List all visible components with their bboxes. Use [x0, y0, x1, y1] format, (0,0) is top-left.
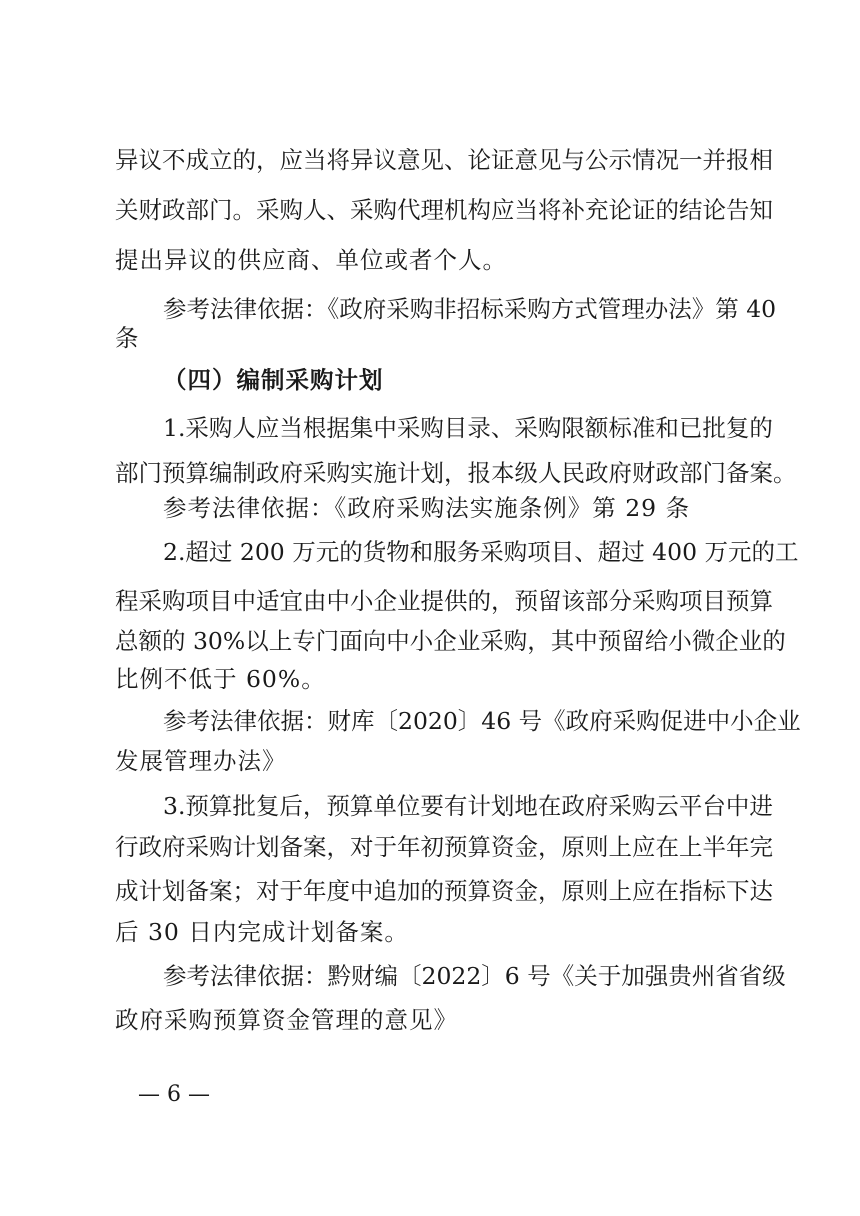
- page-number: — 6 —: [138, 1082, 210, 1107]
- legal-basis-line: 参考法律依据：《政府采购非招标采购方式管理办法》第 40: [163, 295, 777, 323]
- paragraph-line: 成计划备案；对于年度中追加的预算资金，原则上应在指标下达: [115, 877, 773, 905]
- paragraph-line: 提出异议的供应商、单位或者个人。: [115, 246, 507, 274]
- legal-basis-line: 参考法律依据：财库〔2020〕46 号《政府采购促进中小企业: [163, 707, 801, 735]
- paragraph-line: 关财政部门。采购人、采购代理机构应当将补充论证的结论告知: [115, 196, 773, 224]
- legal-basis-line: 参考法律依据：《政府采购法实施条例》第 29 条: [163, 494, 691, 522]
- paragraph-line: 行政府采购计划备案，对于年初预算资金，原则上应在上半年完: [115, 833, 773, 861]
- paragraph-line: 程采购项目中适宜由中小企业提供的，预留该部分采购项目预算: [115, 587, 773, 615]
- legal-basis-line: 条: [115, 324, 140, 352]
- paragraph-line: 总额的 30%以上专门面向中小企业采购，其中预留给小微企业的: [115, 627, 786, 655]
- section-heading: （四）编制采购计划: [163, 366, 384, 394]
- legal-basis-line: 参考法律依据：黔财编〔2022〕6 号《关于加强贵州省省级: [163, 962, 786, 990]
- legal-basis-line: 政府采购预算资金管理的意见》: [115, 1006, 458, 1034]
- paragraph-line: 2.超过 200 万元的货物和服务采购项目、超过 400 万元的工: [163, 538, 799, 566]
- paragraph-line: 异议不成立的，应当将异议意见、论证意见与公示情况一并报相: [115, 146, 773, 174]
- paragraph-line: 部门预算编制政府采购实施计划，报本级人民政府财政部门备案。: [115, 459, 797, 487]
- legal-basis-line: 发展管理办法》: [115, 747, 287, 775]
- paragraph-line: 3.预算批复后，预算单位要有计划地在政府采购云平台中进: [163, 792, 773, 820]
- paragraph-line: 1.采购人应当根据集中采购目录、采购限额标准和已批复的: [163, 414, 773, 442]
- paragraph-line: 后 30 日内完成计划备案。: [115, 918, 409, 946]
- paragraph-line: 比例不低于 60%。: [115, 665, 326, 693]
